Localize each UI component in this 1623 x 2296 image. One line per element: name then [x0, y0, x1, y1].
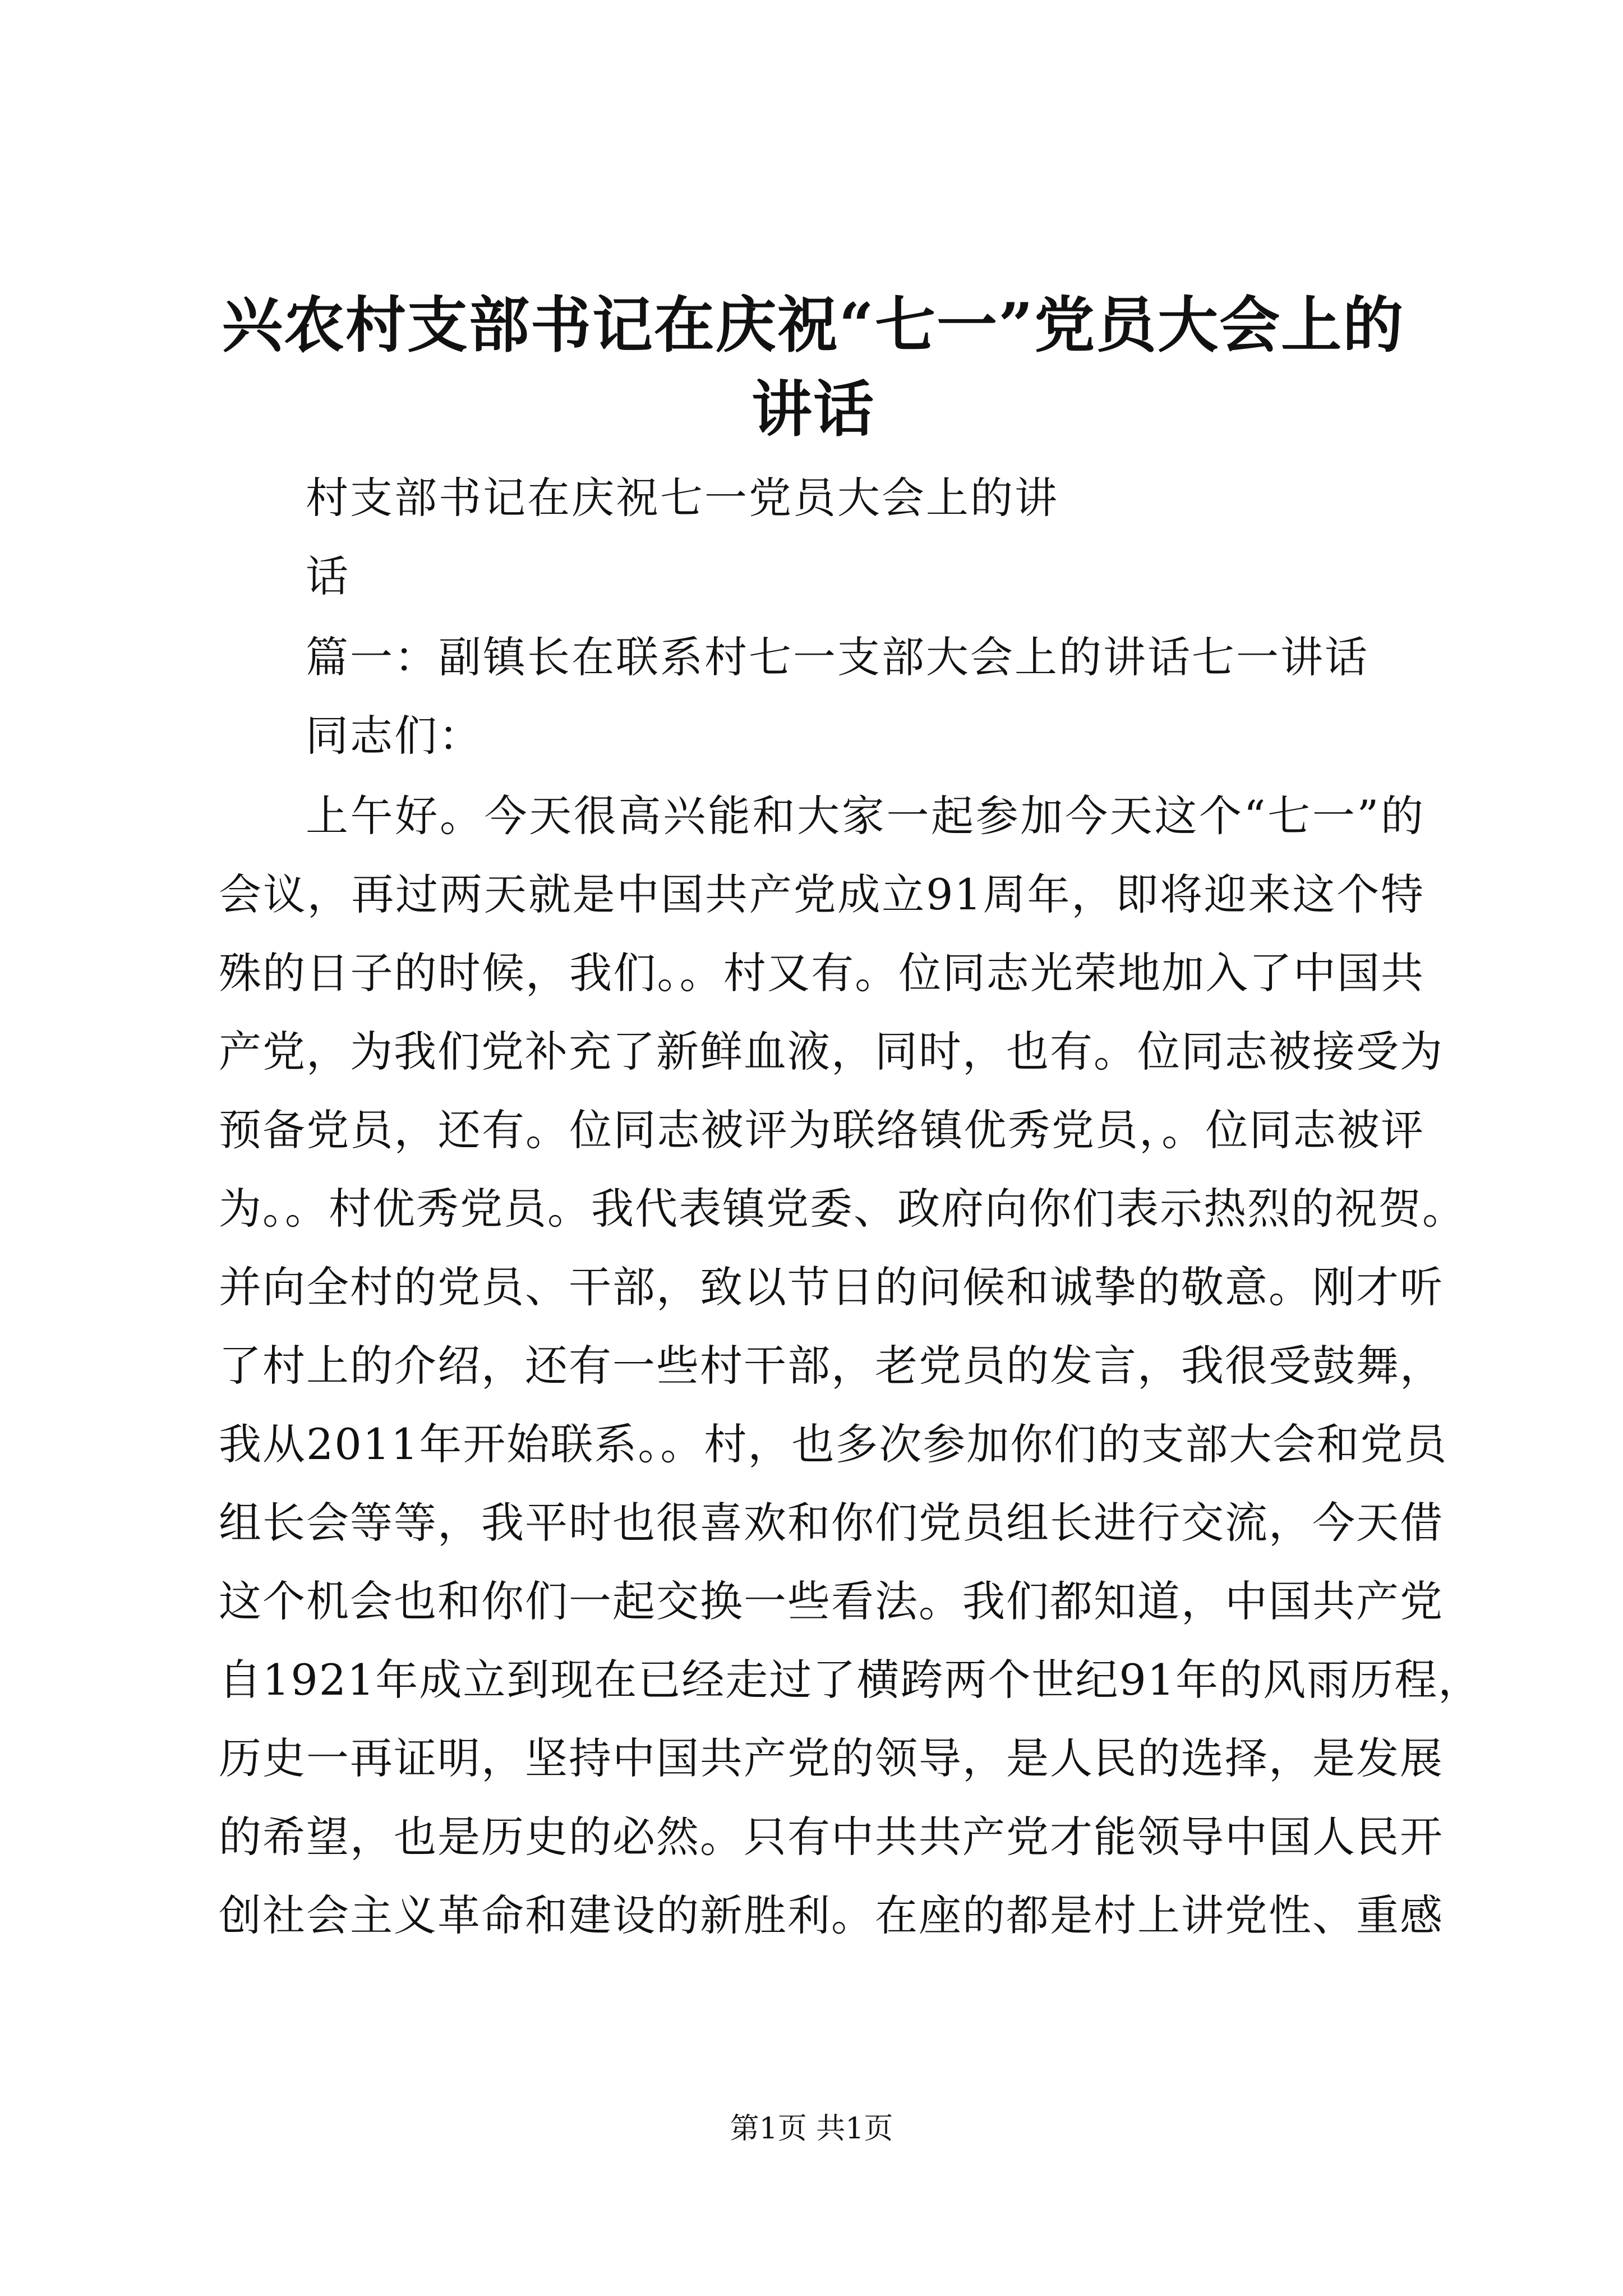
body-line: 这个机会也和你们一起交换一些看法。我们都知道，中国共产党 — [219, 1576, 1444, 1626]
body-line: 预备党员，还有。位同志被评为联络镇优秀党员，。位同志被评 — [219, 1105, 1424, 1155]
body-line: 创社会主义革命和建设的新胜利。在座的都是村上讲党性、重感 — [219, 1890, 1444, 1940]
body-line: 自1921年成立到现在已经走过了横跨两个世纪91年的风雨历程， — [219, 1655, 1482, 1705]
subtitle-line-1: 村支部书记在庆祝七一党员大会上的讲 — [306, 473, 1059, 523]
body-line: 了村上的介绍，还有一些村干部，老党员的发言，我很受鼓舞， — [219, 1341, 1444, 1391]
body-line: 上午好。今天很高兴能和大家一起参加今天这个“七一”的 — [306, 791, 1424, 841]
salutation: 同志们： — [306, 711, 483, 761]
body-line: 会议，再过两天就是中国共产党成立91周年，即将迎来这个特 — [219, 869, 1424, 919]
body-line: 殊的日子的时候，我们。。村又有。位同志光荣地加入了中国共 — [219, 948, 1424, 998]
body-line: 为。。村优秀党员。我代表镇党委、政府向你们表示热烈的祝贺。 — [219, 1184, 1466, 1234]
title-line-2: 讲话 — [751, 374, 875, 445]
document-title — [185, 283, 1441, 452]
section-heading: 篇一：副镇长在联系村七一支部大会上的讲话七一讲话 — [306, 632, 1369, 682]
title-line-1: 兴农村支部书记在庆祝“七一”党员大会上的 — [222, 290, 1405, 361]
body-line: 我从2011年开始联系。。村，也多次参加你们的支部大会和党员 — [219, 1419, 1448, 1469]
page-footer: 第1页 共1页 — [730, 2112, 893, 2146]
body-line: 并向全村的党员、干部，致以节日的问候和诚挚的敬意。刚才听 — [219, 1262, 1444, 1312]
body-line: 产党，为我们党补充了新鲜血液，同时，也有。位同志被接受为 — [219, 1027, 1444, 1076]
subtitle-line-2: 话 — [306, 551, 350, 601]
body-line: 组长会等等，我平时也很喜欢和你们党员组长进行交流，今天借 — [219, 1498, 1444, 1548]
body-line: 历史一再证明，坚持中国共产党的领导，是人民的选择，是发展 — [219, 1733, 1444, 1783]
body-line: 的希望，也是历史的必然。只有中共共产党才能领导中国人民开 — [219, 1812, 1444, 1862]
